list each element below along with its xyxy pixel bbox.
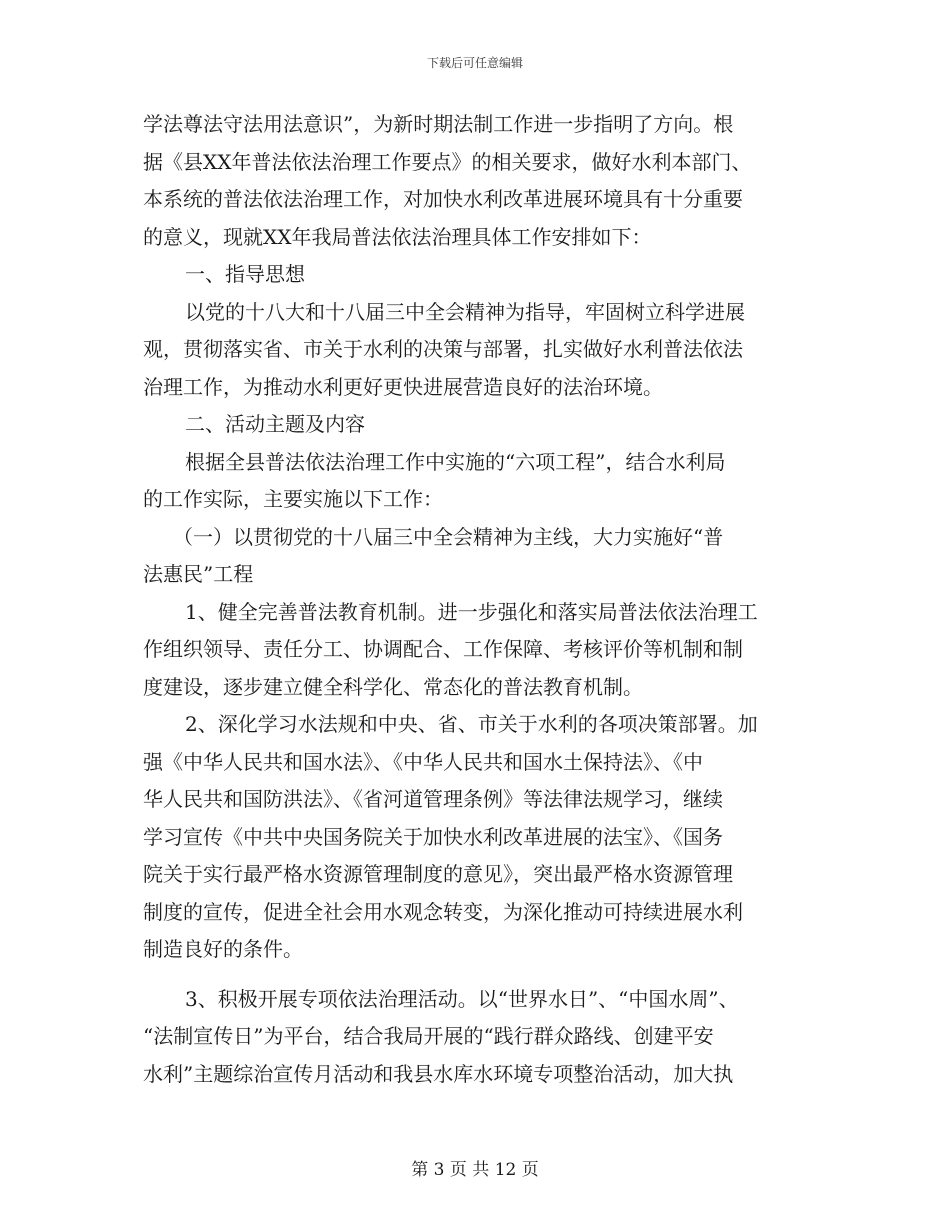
- section-heading: 一、指导思想: [185, 262, 305, 286]
- body-line: 3、积极开展专项依法治理活动。以“世界水日”、“中国水周”、: [185, 986, 739, 1011]
- body-line: 本系统的普法依法治理工作，对加快水利改革进展环境具有十分重要: [143, 187, 743, 211]
- body-line: 作组织领导、责任分工、协调配合、工作保障、考核评价等机制和制: [143, 637, 743, 661]
- body-line: “法制宣传日”为平台，结合我局开展的“践行群众路线、创建平安: [143, 1024, 714, 1048]
- body-line: 华人民共和国防洪法》、《省河道管理条例》等法律法规学习，继续: [143, 787, 723, 811]
- body-line: 的意义，现就XX年我局普法依法治理具体工作安排如下：: [143, 224, 652, 249]
- body-line: 根据全县普法依法治理工作中实施的“六项工程”，结合水利局: [185, 449, 726, 474]
- body-line: 观，贯彻落实省、市关于水利的决策与部署，扎实做好水利普法依法: [143, 337, 743, 361]
- body-line: 强《中华人民共和国水法》、《中华人民共和国水土保持法》、《中: [143, 749, 703, 774]
- body-line: 1、健全完善普法教育机制。进一步强化和落实局普法依法治理工: [185, 599, 758, 624]
- body-line: 制造良好的条件。: [143, 937, 303, 961]
- body-line: 制度的宣传，促进全社会用水观念转变，为深化推动可持续进展水利: [143, 899, 743, 924]
- subsection-heading: （一）以贯彻党的十八届三中全会精神为主线，大力实施好“普: [173, 524, 724, 549]
- body-line: 水利”主题综治宣传月活动和我县水库水环境专项整治活动，加大执: [143, 1061, 734, 1086]
- section-heading: 二、活动主题及内容: [185, 412, 365, 436]
- body-line: 学习宣传《中共中央国务院关于加快水利改革进展的法宝》、《国务: [143, 824, 723, 849]
- body-line: 学法尊法守法用法意识”，为新时期法制工作进一步指明了方向。根: [143, 112, 734, 136]
- page-header: 下载后可任意编辑: [426, 56, 523, 70]
- body-line: 2、深化学习水法规和中央、省、市关于水利的各项决策部署。加: [185, 712, 758, 736]
- body-line: 治理工作，为推动水利更好更快进展营造良好的法治环境。: [143, 374, 663, 399]
- document-body: [143, 106, 803, 1093]
- body-line: 以党的十八大和十八届三中全会精神为指导，牢固树立科学进展: [185, 299, 745, 324]
- body-line: 的工作实际，主要实施以下工作：: [143, 487, 443, 511]
- body-line: 据《县XX年普法依法治理工作要点》的相关要求，做好水利本部门、: [143, 149, 752, 174]
- body-line: 法惠民”工程: [143, 562, 254, 586]
- body-line: 院关于实行最严格水资源管理制度的意见》，突出最严格水资源管理: [143, 862, 733, 886]
- body-line: 度建设，逐步建立健全科学化、常态化的普法教育机制。: [143, 674, 643, 699]
- page-number: 第 3 页 共 12 页: [411, 1160, 539, 1180]
